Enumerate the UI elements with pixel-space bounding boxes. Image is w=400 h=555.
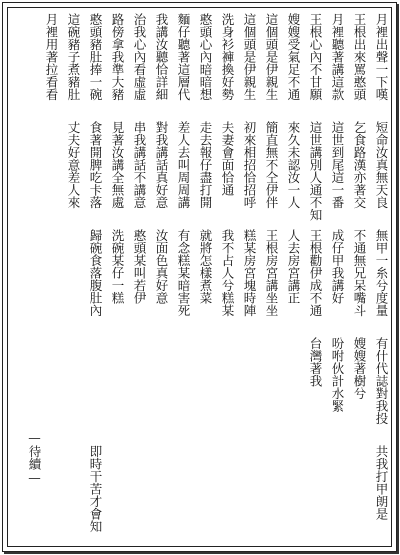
verse-column: 王根出來罵憨頭 (352, 13, 367, 101)
verse-column: 台灣著我 (308, 337, 323, 387)
verse-column: 嫂嫂受氣足不通 (286, 13, 301, 101)
verse-column: 歸碗食落腹肚內 (88, 229, 103, 317)
verse-column: 短命汝真無天良 (374, 121, 389, 209)
verse-column: 吩咐伙計水緊 (330, 337, 345, 412)
verse-column: 治我心內看虛虛 (132, 13, 147, 101)
verse-column: 丈夫好意差人來 (66, 121, 81, 209)
to-be-continued-mark: —待續— (27, 430, 42, 485)
verse-column: 我講汝聽恰詳細 (154, 13, 169, 101)
verse-column: 路傍拿我準大豬 (110, 13, 125, 101)
verse-column: 憨頭某叫若伊 (132, 229, 147, 304)
verse-column: 王根房宮講坐坐 (264, 229, 279, 317)
verse-column: 有什代誌對我投 (374, 337, 389, 425)
verse-column: 有念糕某暗害死 (176, 229, 191, 317)
verse-column: 憨頭豬肚捧一碗 (88, 13, 103, 101)
verse-column: 這個頭是伊親生 (264, 13, 279, 101)
verse-column: 不通無兄呆嘴斗 (352, 229, 367, 317)
verse-column: 即時干苦才會知 (88, 445, 103, 533)
verse-column: 汝面色真好意 (154, 229, 169, 304)
verse-column: 簡直無不仝伊伴 (264, 121, 279, 209)
verse-column: 洗身衫褲換好勢 (220, 13, 235, 101)
verse-column: 月裡聽著講這款 (330, 13, 345, 101)
verse-column: 嫂嫂著樹兮 (352, 337, 367, 400)
verse-column: 王根勸伊成不通 (308, 229, 323, 317)
verse-column: 來久未認汝一人 (286, 121, 301, 209)
verse-column: 共我打甲朗是 (374, 445, 389, 520)
verse-column: 這世講別人通不知 (308, 121, 323, 221)
verse-column: 王根心內不甘願 (308, 13, 323, 101)
verse-column: 差人去叫周周講 (176, 121, 191, 209)
verse-column: 月裡用著拉看看 (44, 13, 59, 101)
verse-column: 憨頭心內暗暗想 (198, 13, 213, 101)
verse-column: 對我講話真好意 (154, 121, 169, 209)
verse-column: 人去房宮講正 (286, 229, 301, 304)
verse-column: 麵仔聽著這層代 (176, 13, 191, 101)
verse-column: 這碗豬子煮豬肚 (66, 13, 81, 101)
verse-column: 糕某房宮塊時陣 (242, 229, 257, 317)
verse-column: 串我講話不講意 (132, 121, 147, 209)
verse-column: 洗碗某仔一糕 (110, 229, 125, 304)
verse-column: 初來相招恰招呼 (242, 121, 257, 209)
verse-column: 成仔甲我講好 (330, 229, 345, 304)
verse-column: 就將怎樣煮菜 (198, 229, 213, 304)
verse-column: 食著開脾吃卡落 (88, 121, 103, 209)
verse-column: 走去報仔盡打開 (198, 121, 213, 209)
verse-column: 乞食路漢亦著交 (352, 121, 367, 209)
verse-column: 見著汝講全無處 (110, 121, 125, 209)
verse-column: 我不占人兮糕某 (220, 229, 235, 317)
verse-column: 月裡出聲一下嘆 (374, 13, 389, 101)
verse-column: 夫妻會面恰通 (220, 121, 235, 196)
verse-column: 這世到尾這一番 (330, 121, 345, 209)
verse-column: 無甲一糸兮度量 (374, 229, 389, 317)
verse-column: 這個頭是伊親生 (242, 13, 257, 101)
